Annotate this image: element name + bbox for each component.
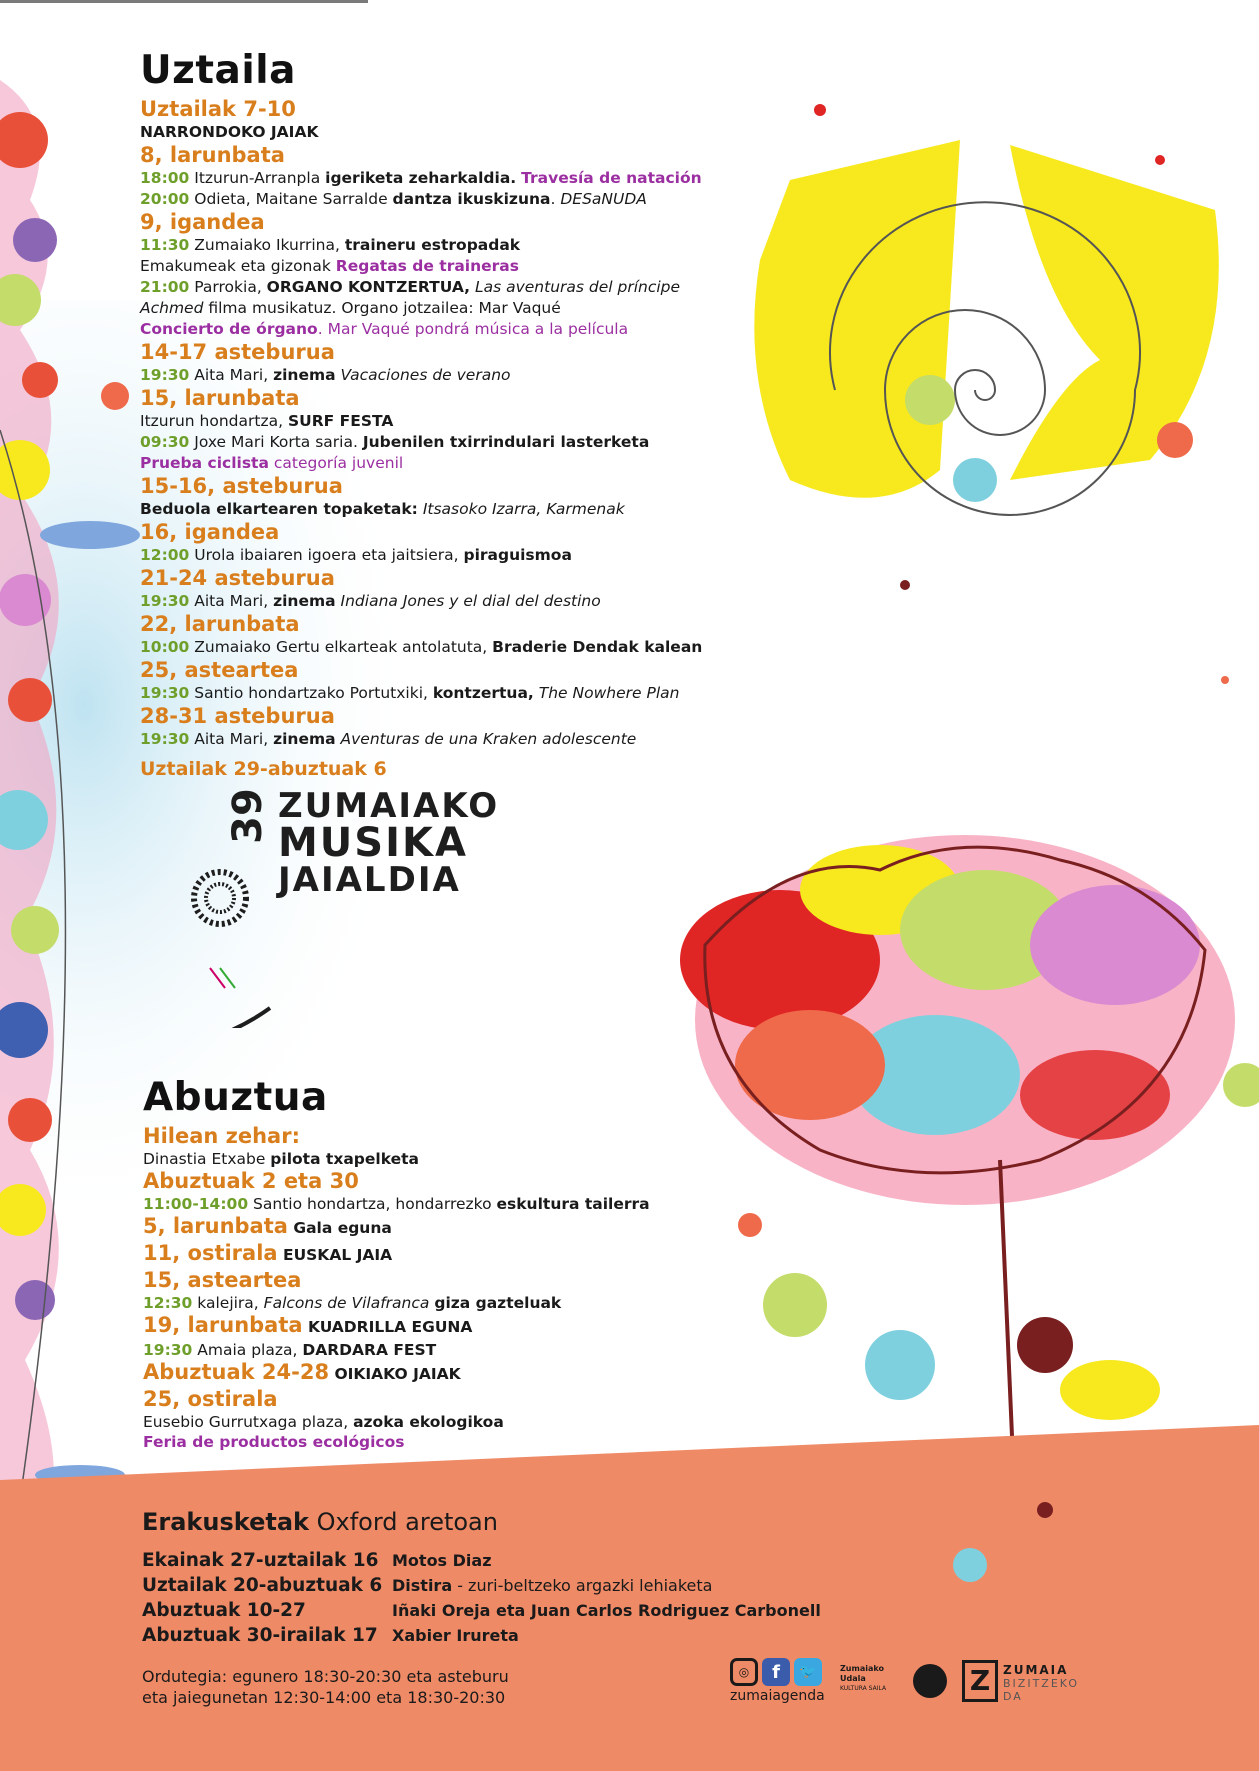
event-text-segment: Eusebio Gurrutxaga plaza, <box>143 1413 354 1431</box>
event-text-segment: Aventuras de una Kraken adolescente <box>340 730 637 748</box>
event-date-text: 15, asteartea <box>143 1268 302 1292</box>
musika-title <box>278 788 499 899</box>
event-text-segment: Zumaiako Ikurrina, <box>189 236 345 254</box>
hours-line2: eta jaiegunetan 12:30-14:00 eta 18:30-20:30 <box>142 1688 506 1707</box>
event-date-text: Uztailak 7-10 <box>140 97 296 121</box>
musika-edition-number: 39 <box>224 788 271 844</box>
social-links <box>730 1658 825 1704</box>
event-line <box>140 298 760 319</box>
event-text-segment: filma musikatuz. Organo jotzailea: Mar Vaqué <box>203 299 561 317</box>
event-text-segment: categoría juvenil <box>268 454 404 472</box>
event-line <box>140 545 760 566</box>
event-date-text: 21-24 asteburua <box>140 566 335 590</box>
instagram-icon[interactable]: ◎ <box>730 1658 758 1686</box>
event-date-heading <box>140 612 760 637</box>
event-date-text: 5, larunbata <box>143 1214 288 1238</box>
exhibition-title <box>392 1573 712 1598</box>
event-text-segment: 11:00-14:00 <box>143 1195 249 1213</box>
event-text-segment: The Nowhere Plan <box>538 684 680 702</box>
event-date-heading <box>143 1214 763 1241</box>
event-text-segment: 19:30 <box>140 684 190 702</box>
uztaila-events <box>140 97 760 750</box>
event-line <box>143 1293 763 1313</box>
event-date-heading <box>140 97 760 122</box>
event-line <box>140 499 760 520</box>
event-text-segment: giza gazteluak <box>434 1294 562 1312</box>
event-text-segment: azoka ekologikoa <box>353 1413 504 1431</box>
musika-jaialdia <box>140 758 500 900</box>
event-line <box>140 432 760 453</box>
event-line <box>140 235 760 256</box>
event-text-segment: Odieta, Maitane Sarralde <box>189 190 393 208</box>
event-text-segment: Braderie Dendak kalean <box>492 638 703 656</box>
event-line <box>140 591 760 612</box>
event-text-segment: kontzertua, <box>432 684 534 702</box>
event-text-segment: 21:00 <box>140 278 190 296</box>
event-text-segment: 19:30 <box>143 1341 193 1359</box>
event-text-segment: DESaNUDA <box>560 190 647 208</box>
exhibition-title <box>392 1548 492 1573</box>
event-text-segment: Travesía de natación <box>521 169 702 187</box>
event-line <box>140 453 760 474</box>
exhibition-dates: Ekainak 27-uztailak 16 <box>142 1550 379 1571</box>
event-text-segment: SURF FESTA <box>287 412 394 430</box>
udala-logo <box>840 1664 910 1694</box>
event-line <box>140 729 760 750</box>
event-text-segment: Vacaciones de verano <box>340 366 511 384</box>
event-line <box>143 1412 763 1432</box>
event-date-text: Abuztuak 2 eta 30 <box>143 1169 359 1193</box>
udala-name: Zumaiako Udala <box>840 1664 884 1683</box>
event-text-segment: Santio hondartzako Portutxiki, <box>189 684 433 702</box>
event-date-text: 9, igandea <box>140 210 265 234</box>
event-text-segment: zinema <box>273 592 336 610</box>
event-date-heading <box>140 658 760 683</box>
event-text-segment: piraguismoa <box>463 546 572 564</box>
event-text-segment: traineru estropadak <box>344 236 521 254</box>
event-text-segment: igeriketa zeharkaldia. <box>325 169 517 187</box>
exhibition-title <box>392 1623 519 1648</box>
event-line <box>143 1149 763 1169</box>
event-text-segment: Aita Mari, <box>189 366 274 384</box>
udala-sub: KULTURA SAILA <box>840 1685 887 1692</box>
abuztua-section <box>143 1075 763 1452</box>
exhibition-row <box>142 1548 902 1573</box>
event-text-segment: 11:30 <box>140 236 190 254</box>
month-title-uztaila: Uztaila <box>140 48 296 93</box>
musika-title-line1: ZUMAIAKO <box>278 786 500 826</box>
event-date-heading <box>143 1387 763 1412</box>
erakusketak-list <box>142 1548 902 1648</box>
event-line <box>140 411 760 432</box>
event-line <box>140 319 760 340</box>
event-line <box>140 168 760 189</box>
udala-seal-icon <box>913 1664 947 1698</box>
event-text-segment: 09:30 <box>140 433 190 451</box>
event-text-segment: Santio hondartza, hondarrezko <box>248 1195 497 1213</box>
event-text-segment: zinema <box>273 730 336 748</box>
event-text-segment: Feria de productos ecológicos <box>143 1433 405 1451</box>
event-date-text: 8, larunbata <box>140 143 285 167</box>
event-date-text: 16, igandea <box>140 520 280 544</box>
event-date-heading <box>140 474 760 499</box>
top-rule <box>0 0 368 3</box>
event-date-heading <box>140 340 760 365</box>
event-text-segment: Aita Mari, <box>189 730 274 748</box>
exhibition-name: Xabier Irureta <box>392 1626 519 1645</box>
event-text-segment: 19:30 <box>140 366 190 384</box>
event-text-segment: ORGANO KONTZERTUA, <box>266 278 471 296</box>
event-date-text: 22, larunbata <box>140 612 300 636</box>
event-date-heading <box>143 1360 763 1387</box>
event-text-segment: Beduola elkartearen topaketak: <box>140 500 418 518</box>
social-handle[interactable]: zumaiagenda <box>730 1688 825 1704</box>
event-text-segment: Urola ibaiaren igoera eta jaitsiera, <box>189 546 464 564</box>
event-line <box>140 637 760 658</box>
event-text-segment: Zumaiako Gertu elkarteak antolatuta, <box>189 638 493 656</box>
exhibition-row <box>142 1623 902 1648</box>
event-text-segment: zinema <box>273 366 336 384</box>
exhibition-dates: Abuztuak 30-irailak 17 <box>142 1625 378 1646</box>
exhibition-name: Iñaki Oreja eta Juan Carlos Rodriguez Carbonell <box>392 1601 821 1620</box>
event-text-segment: 18:00 <box>140 169 190 187</box>
twitter-icon[interactable]: 🐦 <box>794 1658 822 1686</box>
event-date-text: 15, larunbata <box>140 386 300 410</box>
event-text-segment: Itzurun-Arranpla <box>189 169 326 187</box>
event-inline-title: KUADRILLA EGUNA <box>302 1318 473 1336</box>
erakusketak-title-rest: Oxford aretoan <box>308 1508 498 1536</box>
event-text-segment: 10:00 <box>140 638 190 656</box>
event-line <box>140 277 760 298</box>
exhibition-dates: Uztailak 20-abuztuak 6 <box>142 1575 383 1596</box>
event-text-segment: Amaia plaza, <box>192 1341 303 1359</box>
event-text-segment: DARDARA FEST <box>302 1341 437 1359</box>
exhibition-name: Distira <box>392 1576 453 1595</box>
exhibition-row <box>142 1573 902 1598</box>
event-date-heading <box>140 520 760 545</box>
event-text-segment: pilota txapelketa <box>270 1150 419 1168</box>
brand-line1: ZUMAIA <box>1003 1663 1069 1677</box>
exhibition-dates: Abuztuak 10-27 <box>142 1600 306 1621</box>
abuztua-events <box>143 1124 763 1452</box>
event-line <box>140 189 760 210</box>
exhibition-name: Motos Diaz <box>392 1551 492 1570</box>
event-text-segment: eskultura tailerra <box>496 1195 650 1213</box>
uztaila-section <box>140 48 760 750</box>
event-line <box>140 256 760 277</box>
event-text-segment: Indiana Jones y el dial del destino <box>340 592 601 610</box>
event-text-segment: 12:00 <box>140 546 190 564</box>
musika-date-range: Uztailak 29-abuztuak 6 <box>140 758 387 780</box>
event-inline-title: Gala eguna <box>287 1219 392 1237</box>
event-text-segment: Dinastia Etxabe <box>143 1150 271 1168</box>
event-text-segment: Concierto de órgano <box>140 320 318 338</box>
brand-line3: DA <box>1003 1690 1023 1703</box>
brand-line2: BIZITZEKO <box>1003 1677 1080 1690</box>
event-text-segment: kalejira, <box>192 1294 264 1312</box>
event-line <box>143 1432 763 1452</box>
event-text-segment: Joxe Mari Korta saria. <box>189 433 363 451</box>
event-text-segment: Prueba ciclista <box>140 454 269 472</box>
event-date-heading <box>140 566 760 591</box>
event-line <box>143 1194 763 1214</box>
event-text-segment: . <box>550 190 561 208</box>
event-text-segment: . Mar Vaqué pondrá música a la película <box>317 320 629 338</box>
event-text-segment: Falcons de Vilafranca <box>263 1294 430 1312</box>
hours-line1: Ordutegia: egunero 18:30-20:30 eta asteburu <box>142 1667 509 1686</box>
event-date-heading <box>143 1268 763 1293</box>
event-date-text: 15-16, asteburua <box>140 474 343 498</box>
event-text-segment: Jubenilen txirrindulari lasterketa <box>362 433 650 451</box>
event-text-segment: Itsasoko Izarra, Karmenak <box>422 500 625 518</box>
event-text-segment: 20:00 <box>140 190 190 208</box>
event-date-text: 19, larunbata <box>143 1313 303 1337</box>
event-text-segment: 19:30 <box>140 730 190 748</box>
event-text-segment: Achmed <box>140 299 204 317</box>
exhibition-row <box>142 1598 902 1623</box>
event-date-text: 25, ostirala <box>143 1387 278 1411</box>
event-text-segment: Emakumeak eta gizonak <box>140 257 336 275</box>
musika-title-line2: MUSIKA <box>278 820 468 866</box>
event-text-segment: Las aventuras del príncipe <box>474 278 681 296</box>
event-line <box>140 683 760 704</box>
event-date-heading <box>140 386 760 411</box>
exhibition-title <box>392 1598 821 1623</box>
erakusketak-title <box>142 1508 902 1536</box>
event-text-segment: NARRONDOKO JAIAK <box>140 123 319 141</box>
event-date-heading <box>140 210 760 235</box>
event-text-segment: 19:30 <box>140 592 190 610</box>
exhibition-desc: - zuri-beltzeko argazki lehiaketa <box>452 1576 713 1595</box>
event-text-segment: Parrokia, <box>189 278 267 296</box>
event-text-segment: Itzurun hondartza, <box>140 412 288 430</box>
musika-title-line3: JAIALDIA <box>278 860 461 900</box>
event-line <box>143 1340 763 1360</box>
event-date-text: 25, asteartea <box>140 658 299 682</box>
erakusketak-title-bold: Erakusketak <box>142 1508 309 1536</box>
event-line <box>140 365 760 386</box>
event-date-text: 11, ostirala <box>143 1241 278 1265</box>
yellow-spiral-art <box>754 104 1229 684</box>
facebook-icon[interactable]: f <box>762 1658 790 1686</box>
event-date-heading <box>140 704 760 729</box>
event-line <box>140 122 760 143</box>
event-text-segment: Aita Mari, <box>189 592 274 610</box>
event-inline-title: EUSKAL JAIA <box>277 1246 393 1264</box>
event-date-heading <box>143 1241 763 1268</box>
event-date-text: Hilean zehar: <box>143 1124 300 1148</box>
event-text-segment: dantza ikuskizuna <box>392 190 551 208</box>
event-text-segment: 12:30 <box>143 1294 193 1312</box>
month-title-abuztua: Abuztua <box>143 1075 328 1120</box>
event-text-segment: Regatas de traineras <box>335 257 519 275</box>
zumaia-z-logo-icon: Z <box>962 1660 998 1702</box>
event-date-text: 14-17 asteburua <box>140 340 335 364</box>
event-date-heading <box>143 1313 763 1340</box>
event-date-text: 28-31 asteburua <box>140 704 335 728</box>
event-date-heading <box>143 1124 763 1149</box>
event-inline-title: OIKIAKO JAIAK <box>329 1365 461 1383</box>
event-date-heading <box>143 1169 763 1194</box>
event-date-heading <box>140 143 760 168</box>
event-date-text: Abuztuak 24-28 <box>143 1360 330 1384</box>
zumaia-brand <box>1003 1664 1079 1703</box>
